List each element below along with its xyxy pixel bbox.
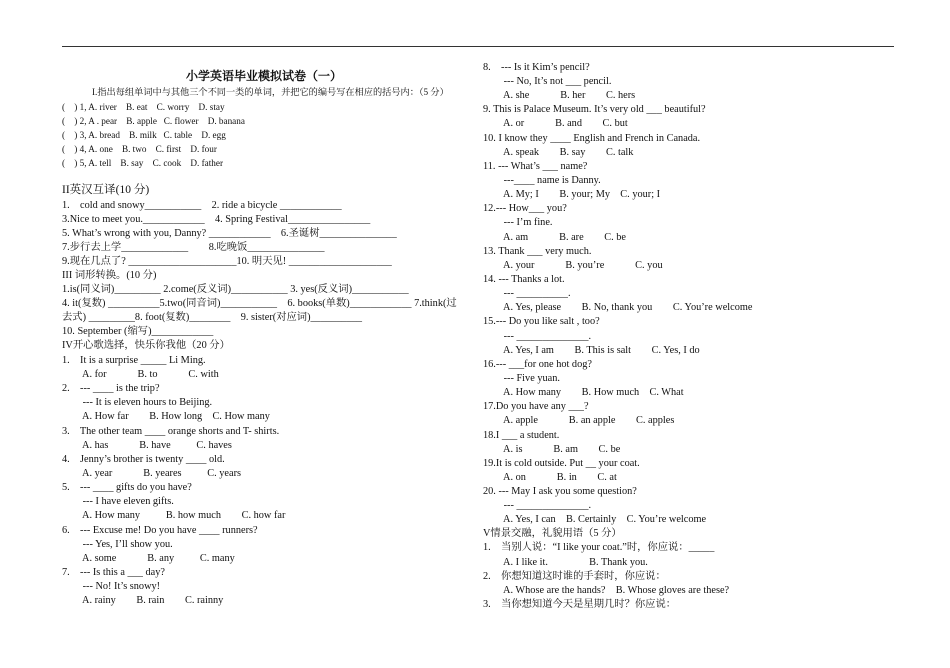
- section3-heading: III 词形转换。(10 分): [62, 270, 157, 281]
- question-line: A. year B. yeares C. years: [62, 468, 242, 479]
- question-line: A. rainy B. rain C. rainny: [62, 595, 224, 606]
- section5-line: 2. 你想知道这时谁的手套时，你应说：: [483, 571, 666, 582]
- question-line: A. for B. to C. with: [62, 369, 219, 380]
- section5-line: A. Whose are the hands? B. Whose gloves are these?: [483, 585, 730, 596]
- question-line: A. am B. are C. be: [483, 232, 626, 243]
- question-line: A. on B. in C. at: [483, 472, 617, 483]
- question-line: A. has B. have C. haves: [62, 440, 232, 451]
- question-line: A. speak B. say C. talk: [483, 147, 634, 158]
- question-line: A. your B. you’re C. you: [483, 260, 663, 271]
- question-line: 9. This is Palace Museum. It’s very old ___ beautiful?: [483, 104, 706, 115]
- question-line: 18.I ___ a student.: [483, 430, 560, 441]
- question-line: ---____ name is Danny.: [483, 175, 601, 186]
- question-line: A. some B. any C. many: [62, 553, 235, 564]
- section5-line: 3. 当你想知道今天是星期几时？你应说：: [483, 599, 677, 610]
- question-line: 7. --- Is this a ___ day?: [62, 567, 165, 578]
- question-line: --- ______________.: [483, 331, 592, 342]
- question-line: A. How many B. how much C. how far: [62, 510, 286, 521]
- section2-line: 1. cold and snowy___________ 2. ride a bicycle ____________: [62, 200, 342, 211]
- question-line: --- I have eleven gifts.: [62, 496, 174, 507]
- section3-line: 去式) _________8. foot(复数)________ 9. sister(对应词)__________: [62, 312, 363, 323]
- question-line: A. Yes, please B. No, thank you C. You’re welcome: [483, 302, 753, 313]
- section2-line: 5. What’s wrong with you, Danny? ____________ 6.圣诞树_______________: [62, 228, 397, 239]
- question-line: --- Five yuan.: [483, 373, 560, 384]
- question-line: 3. The other team ____ orange shorts and T- shirts.: [62, 426, 280, 437]
- section3-line: 4. it(复数) __________5.two(同音词)___________ 6. books(单数)____________ 7.think(过: [62, 298, 457, 309]
- question-line: 8. --- Is it Kim’s pencil?: [483, 62, 590, 73]
- section4-heading: IV开心歌选择，快乐你我他（20 分）: [62, 340, 230, 351]
- question-line: A. Yes, I can B. Certainly C. You’re welcome: [483, 514, 707, 525]
- top-rule: [62, 46, 894, 47]
- question-line: A. she B. her C. hers: [483, 90, 636, 101]
- section5-heading: V情景交融，礼貌用语（5 分）: [483, 528, 622, 539]
- question-line: --- ______________.: [483, 500, 592, 511]
- question-line: A. My; I B. your; My C. your; I: [483, 189, 661, 200]
- question-line: 11. --- What’s ___ name?: [483, 161, 588, 172]
- question-line: 12.--- How___ you?: [483, 203, 567, 214]
- question-line: --- No! It’s snowy!: [62, 581, 161, 592]
- question-line: 15.--- Do you like salt , too?: [483, 316, 600, 327]
- question-line: A. apple B. an apple C. apples: [483, 415, 675, 426]
- question-line: 6. --- Excuse me! Do you have ____ runners?: [62, 525, 258, 536]
- section5-line: 1. 当别人说：“I like your coat.”时，你应说：_____: [483, 542, 715, 553]
- question-line: 5. --- ____ gifts do you have?: [62, 482, 192, 493]
- section1-item: ( ) 2, A . pear B. apple C. flower D. banana: [62, 116, 245, 126]
- question-line: 14. --- Thanks a lot.: [483, 274, 565, 285]
- question-line: 20. --- May I ask you some question?: [483, 486, 637, 497]
- section1-item: ( ) 5, A. tell B. say C. cook D. father: [62, 158, 224, 168]
- question-line: 10. I know they ____ English and French in Canada.: [483, 133, 701, 144]
- section2-heading: II英汉互译(10 分): [62, 184, 150, 196]
- section2-line: 7.步行去上学_____________ 8.吃晚饭_______________: [62, 242, 325, 253]
- question-line: A. How far B. How long C. How many: [62, 411, 270, 422]
- question-line: A. is B. am C. be: [483, 444, 621, 455]
- page-title: 小学英语毕业模拟试卷（一）: [186, 69, 343, 83]
- question-line: --- __________.: [483, 288, 571, 299]
- question-line: --- Yes, I’ll show you.: [62, 539, 173, 550]
- section3-line: 1.is(同义词)_________ 2.come(反义词)___________ 3. yes(反义词)___________: [62, 284, 409, 295]
- question-line: A. or B. and C. but: [483, 118, 628, 129]
- section1-item: ( ) 3, A. bread B. milk C. table D. egg: [62, 130, 226, 140]
- section5-line: A. I like it. B. Thank you.: [483, 557, 648, 568]
- section1-item: ( ) 4, A. one B. two C. first D. four: [62, 144, 217, 154]
- section3-line: 10. September (缩写)____________: [62, 326, 214, 337]
- question-line: --- It is eleven hours to Beijing.: [62, 397, 213, 408]
- section1-instruction: I.指出每组单词中与其他三个不同一类的单词，并把它的编号写在相应的括号内：（5 分）: [92, 87, 449, 97]
- section2-line: 3.Nice to meet you.____________ 4. Spring Festival________________: [62, 214, 371, 225]
- question-line: 1. It is a surprise _____ Li Ming.: [62, 355, 206, 366]
- question-line: --- I’m fine.: [483, 217, 553, 228]
- question-line: 17.Do you have any ___?: [483, 401, 589, 412]
- question-line: A. How many B. How much C. What: [483, 387, 684, 398]
- section1-item: ( ) 1, A. river B. eat C. worry D. stay: [62, 102, 225, 112]
- question-line: 13. Thank ___ very much.: [483, 246, 592, 257]
- question-line: A. Yes, I am B. This is salt C. Yes, I do: [483, 345, 700, 356]
- question-line: 16.--- ___for one hot dog?: [483, 359, 592, 370]
- question-line: 4. Jenny’s brother is twenty ____ old.: [62, 454, 225, 465]
- question-line: 2. --- ____ is the trip?: [62, 383, 160, 394]
- section2-line: 9.现在几点了? _____________________10. 明天见! ____________________: [62, 256, 392, 267]
- question-line: --- No, It’s not ___ pencil.: [483, 76, 612, 87]
- question-line: 19.It is cold outside. Put __ your coat.: [483, 458, 640, 469]
